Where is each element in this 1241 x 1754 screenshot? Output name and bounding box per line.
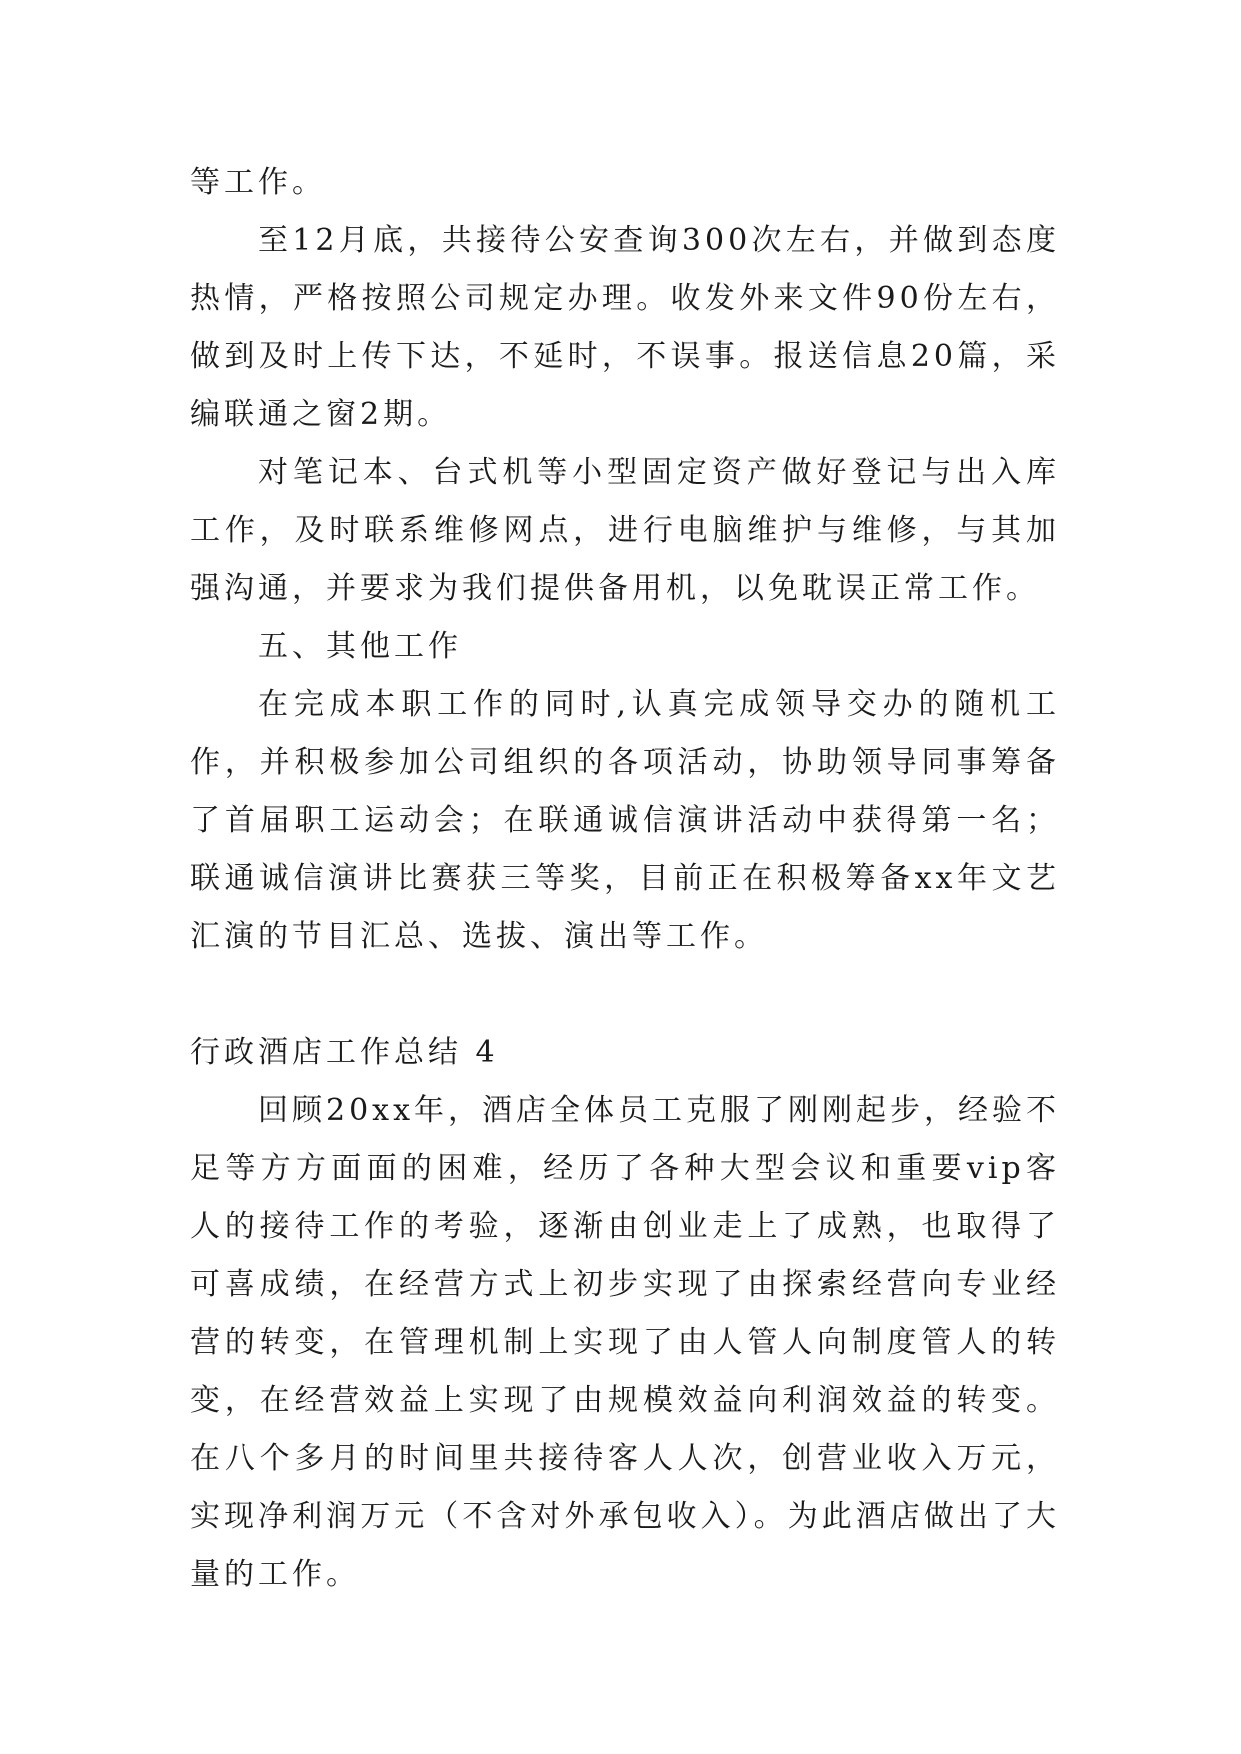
section-heading-other-work: 五、其他工作 <box>258 629 462 664</box>
document-body <box>190 154 1060 1604</box>
article-title: 行政酒店工作总结 4 <box>190 1035 499 1070</box>
paragraph-continuation: 等工作。 <box>190 165 326 200</box>
paragraph-fixed-assets: 对笔记本、台式机等小型固定资产做好登记与出入库工作，及时联系维修网点，进行电脑维护与维修，与其加强沟通，并要求为我们提供备用机，以免耽误正常工作。 <box>190 455 1060 606</box>
paragraph-review: 回顾20xx年，酒店全体员工克服了刚刚起步，经验不足等方方面面的困难，经历了各种大型会议和重要vip客人的接待工作的考验，逐渐由创业走上了成熟，也取得了可喜成绩，在经营方式上初步实现了由探索经营向专业经营的转变，在管理机制上实现了由人管人向制度管人的转变，在经营效益上实现了由规模效益向利润效益的转变。在八个多月的时间里共接待客人人次，创营业收入万元，实现净利润万元（不含对外承包收入）。为此酒店做出了大量的工作。 <box>190 1093 1061 1592</box>
paragraph-other-work: 在完成本职工作的同时,认真完成领导交办的随机工作，并积极参加公司组织的各项活动，协助领导同事筹备了首届职工运动会；在联通诚信演讲活动中获得第一名；联通诚信演讲比赛获三等奖，目前正在积极筹备xx年文艺汇演的节目汇总、选拔、演出等工作。 <box>190 687 1060 954</box>
paragraph-police-inquiries: 至12月底，共接待公安查询300次左右，并做到态度热情，严格按照公司规定办理。收发外来文件90份左右，做到及时上传下达，不延时，不误事。报送信息20篇，采编联通之窗2期。 <box>190 223 1060 432</box>
